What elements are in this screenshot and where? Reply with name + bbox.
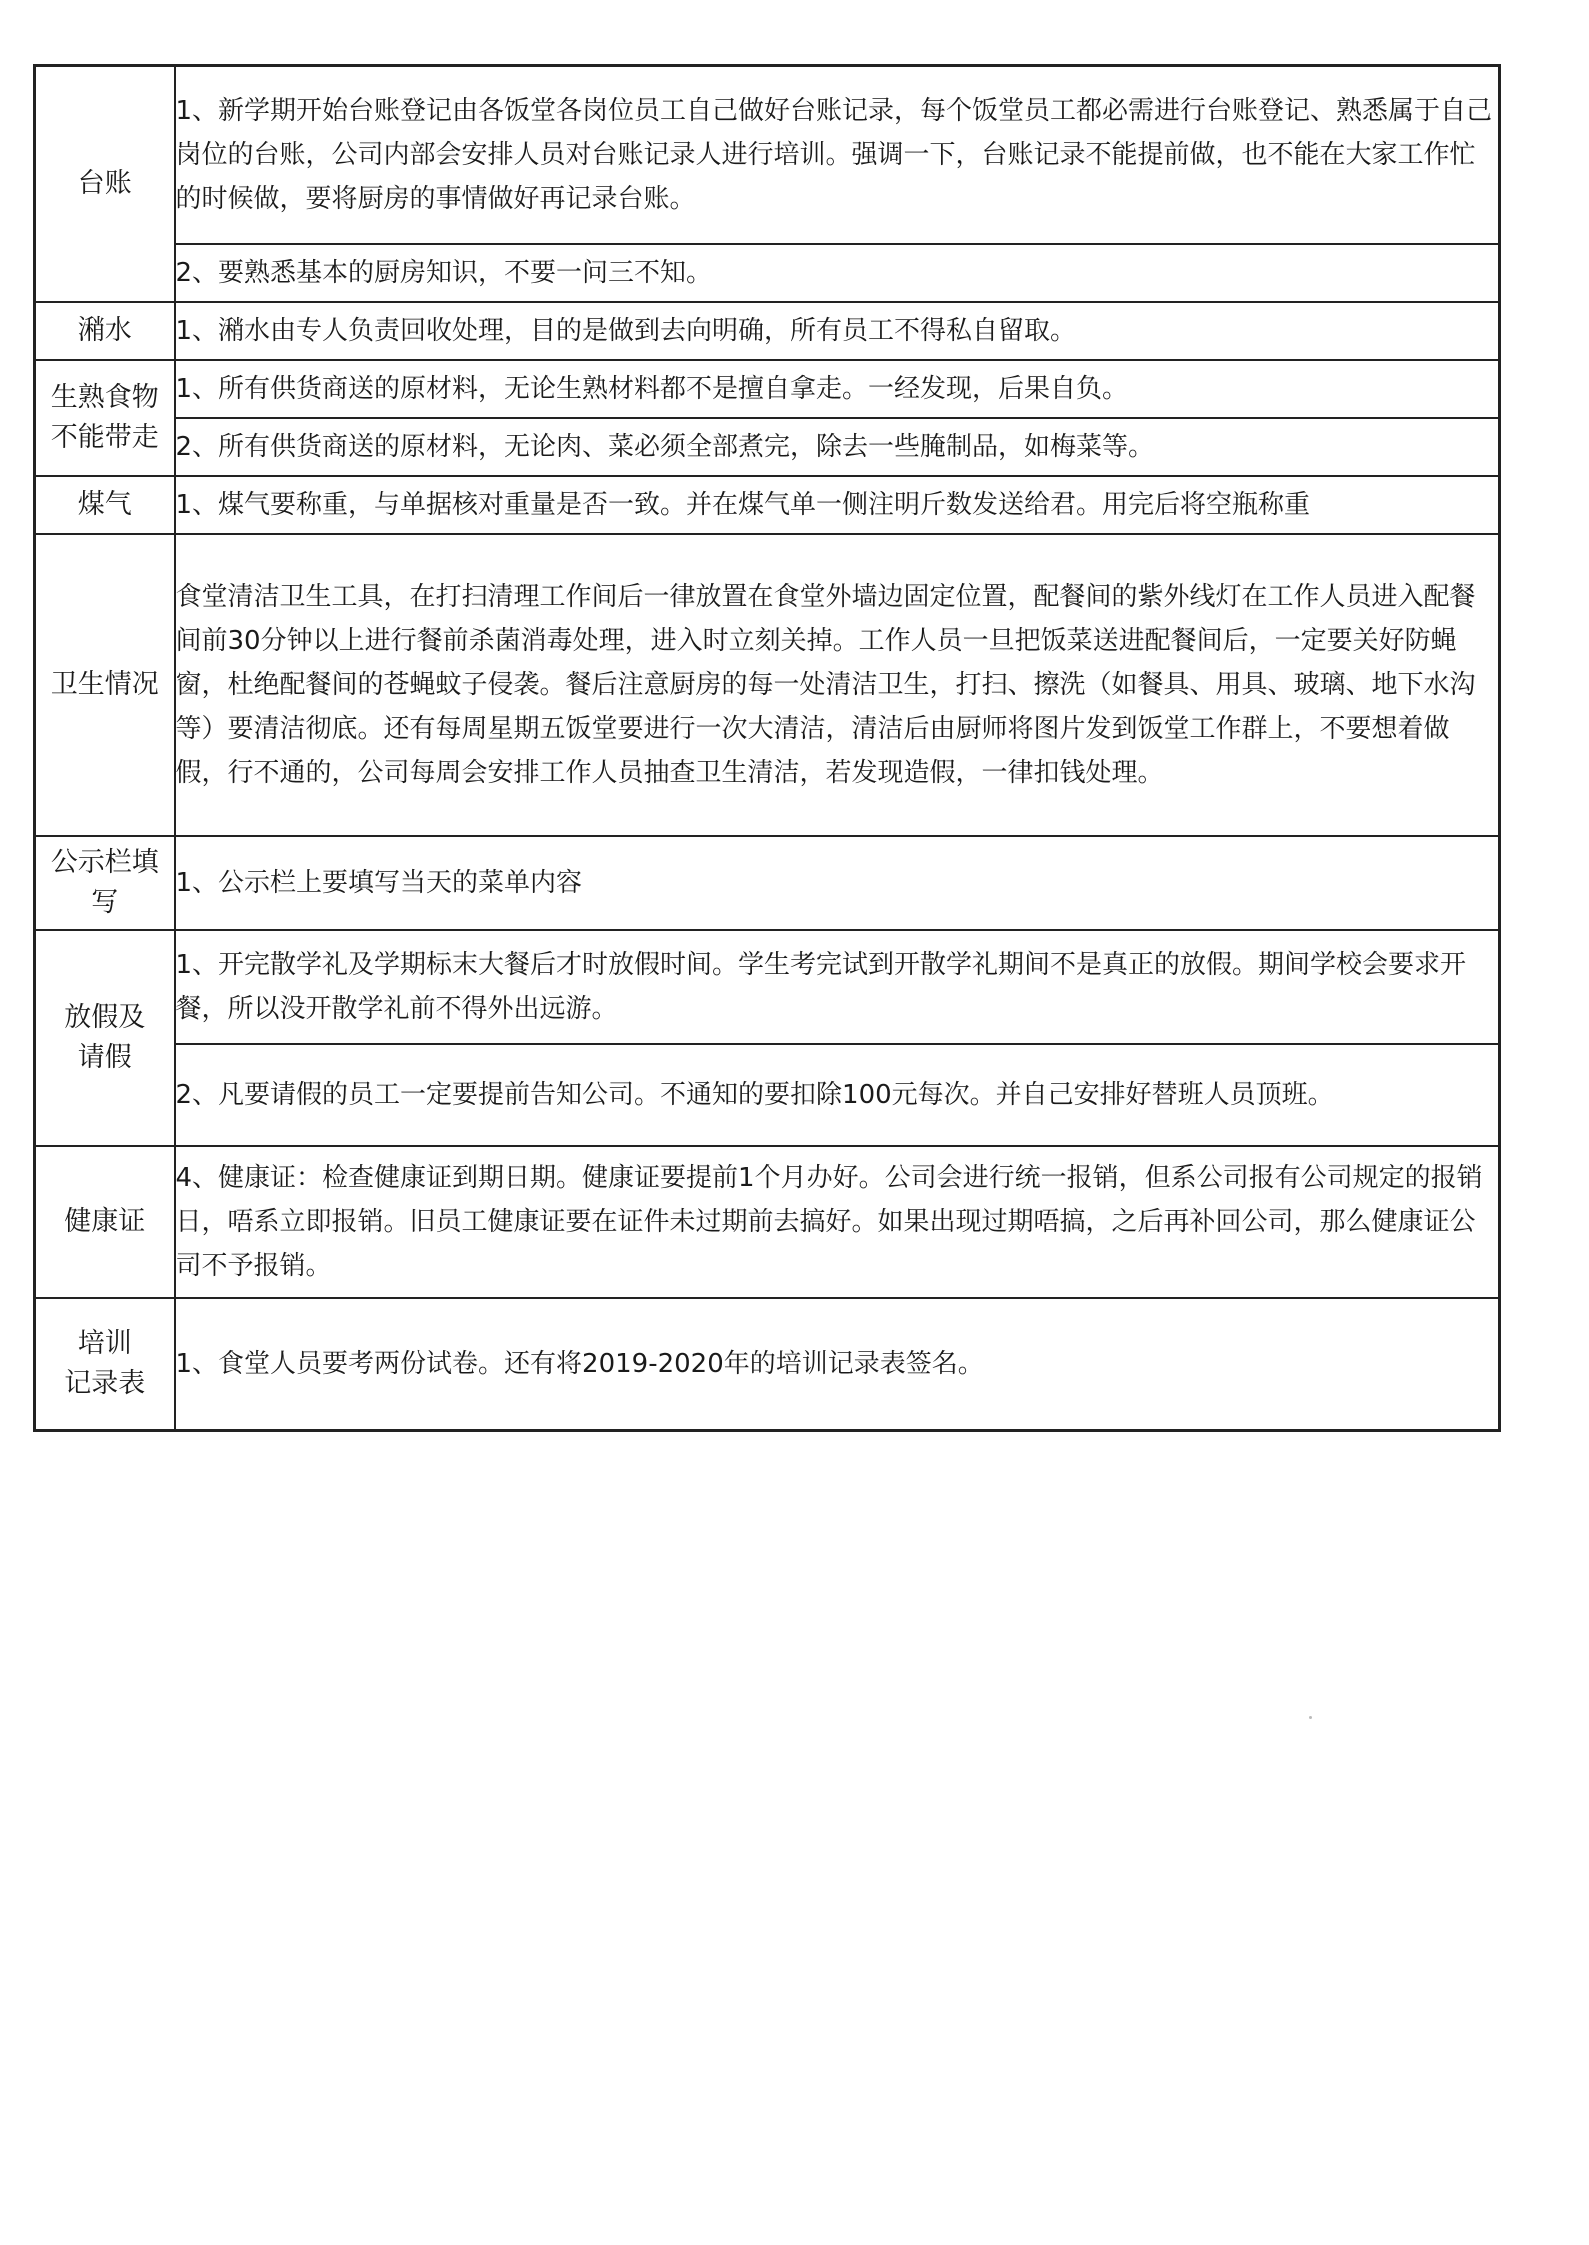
table-row bbox=[35, 476, 1500, 534]
rule-text: 食堂清洁卫生工具，在打扫清理工作间后一律放置在食堂外墙边固定位置，配餐间的紫外线灯在工作人员进入配餐间前30分钟以上进行餐前杀菌消毒处理，进入时立刻关掉。工作人员一旦把饭菜送进配餐间后，一定要关好防蝇窗，杜绝配餐间的苍蝇蚊子侵袭。餐后注意厨房的每一处清洁卫生，打扫、擦洗（如餐具、用具、玻璃、地下水沟等）要清洁彻底。还有每周星期五饭堂要进行一次大清洁，清洁后由厨师将图片发到饭堂工作群上，不要想着做假，行不通的，公司每周会安排工作人员抽查卫生清洁，若发现造假，一律扣钱处理。 bbox=[175, 582, 1476, 788]
content-cell bbox=[175, 1146, 1500, 1298]
scan-speck bbox=[1309, 1716, 1312, 1719]
table-row bbox=[35, 836, 1500, 930]
category-label: 不能带走 bbox=[50, 422, 159, 453]
table-row bbox=[35, 244, 1500, 302]
table-row bbox=[35, 1044, 1500, 1146]
content-cell bbox=[175, 418, 1500, 476]
table-row bbox=[35, 1298, 1500, 1431]
category-label: 生熟食物 bbox=[50, 382, 159, 413]
table-row bbox=[35, 534, 1500, 836]
content-cell bbox=[175, 930, 1500, 1044]
category-label: 请假 bbox=[77, 1042, 132, 1073]
content-cell bbox=[175, 302, 1500, 360]
category-cell bbox=[35, 66, 175, 303]
category-label: 健康证 bbox=[64, 1206, 146, 1237]
content-cell bbox=[175, 360, 1500, 418]
rule-text: 1、新学期开始台账登记由各饭堂各岗位员工自己做好台账记录，每个饭堂员工都必需进行台账登记、熟悉属于自己岗位的台账，公司内部会安排人员对台账记录人进行培训。强调一下，台账记录不能提前做，也不能在大家工作忙的时候做，要将厨房的事情做好再记录台账。 bbox=[175, 96, 1493, 214]
category-cell bbox=[35, 476, 175, 534]
category-label: 记录表 bbox=[64, 1368, 146, 1399]
rule-text: 2、凡要请假的员工一定要提前告知公司。不通知的要扣除100元每次。并自己安排好替班人员顶班。 bbox=[175, 1080, 1334, 1110]
content-cell bbox=[175, 534, 1500, 836]
table-row bbox=[35, 66, 1500, 245]
canteen-rules-table bbox=[33, 64, 1501, 1432]
rule-text: 1、潲水由专人负责回收处理，目的是做到去向明确，所有员工不得私自留取。 bbox=[175, 316, 1077, 346]
rule-text: 1、煤气要称重，与单据核对重量是否一致。并在煤气单一侧注明斤数发送给君。用完后将空瓶称重 bbox=[175, 490, 1311, 520]
rule-text: 2、要熟悉基本的厨房知识，不要一问三不知。 bbox=[175, 258, 713, 288]
table-row bbox=[35, 360, 1500, 418]
content-cell bbox=[175, 476, 1500, 534]
category-cell bbox=[35, 1298, 175, 1431]
content-cell bbox=[175, 836, 1500, 930]
category-label: 写 bbox=[91, 887, 119, 918]
content-cell bbox=[175, 1044, 1500, 1146]
category-cell bbox=[35, 534, 175, 836]
table-row bbox=[35, 1146, 1500, 1298]
category-label: 公示栏填 bbox=[50, 847, 159, 878]
category-cell bbox=[35, 836, 175, 930]
rule-text: 1、食堂人员要考两份试卷。还有将2019-2020年的培训记录表签名。 bbox=[175, 1349, 984, 1379]
table-row bbox=[35, 418, 1500, 476]
category-cell bbox=[35, 930, 175, 1146]
table-row bbox=[35, 930, 1500, 1044]
category-label: 培训 bbox=[77, 1328, 132, 1359]
rule-text: 1、开完散学礼及学期标末大餐后才时放假时间。学生考完试到开散学礼期间不是真正的放假。期间学校会要求开餐，所以没开散学礼前不得外出远游。 bbox=[175, 950, 1467, 1024]
category-label: 放假及 bbox=[64, 1002, 146, 1033]
content-cell bbox=[175, 244, 1500, 302]
category-label: 台账 bbox=[77, 168, 132, 199]
content-cell bbox=[175, 1298, 1500, 1431]
rule-text: 1、所有供货商送的原材料，无论生熟材料都不是擅自拿走。一经发现，后果自负。 bbox=[175, 374, 1129, 404]
category-label: 潲水 bbox=[77, 315, 132, 346]
content-cell bbox=[175, 66, 1500, 245]
rule-text: 1、公示栏上要填写当天的菜单内容 bbox=[175, 868, 583, 898]
category-label: 煤气 bbox=[77, 489, 132, 520]
rule-text: 2、所有供货商送的原材料，无论肉、菜必须全部煮完，除去一些腌制品，如梅菜等。 bbox=[175, 432, 1155, 462]
category-label: 卫生情况 bbox=[50, 669, 159, 700]
category-cell bbox=[35, 302, 175, 360]
table-row bbox=[35, 302, 1500, 360]
category-cell bbox=[35, 1146, 175, 1298]
rule-text: 4、健康证：检查健康证到期日期。健康证要提前1个月办好。公司会进行统一报销，但系公司报有公司规定的报销日，唔系立即报销。旧员工健康证要在证件未过期前去搞好。如果出现过期唔搞，之后再补回公司，那么健康证公司不予报销。 bbox=[175, 1163, 1483, 1281]
category-cell bbox=[35, 360, 175, 476]
